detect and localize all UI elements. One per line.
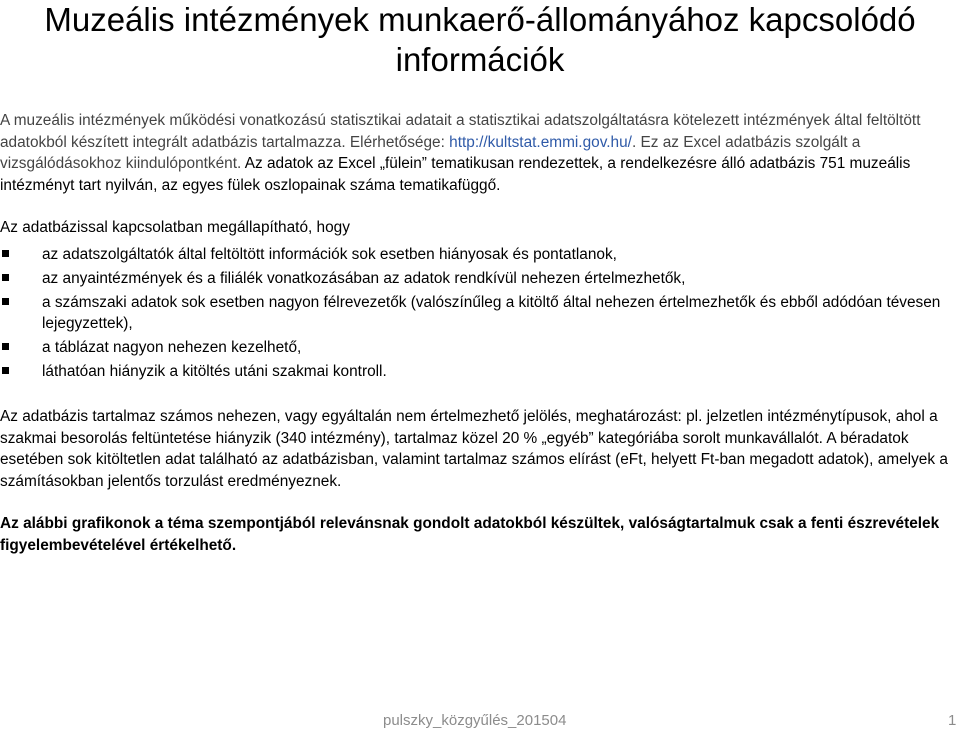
footer-label: pulszky_közgyűlés_201504 [383,712,567,729]
bullet-icon [2,367,9,374]
spacer [0,492,955,513]
list-item [0,268,955,290]
list-item-text: a számszaki adatok sok esetben nagyon félrevezetők (valószínűleg a kitöltő által nehezen értelmezhetők és ebből adódóan tévesen lejegyzettek), [42,293,941,332]
bullet-icon [2,274,9,281]
spacer [0,196,955,217]
intro-paragraph [0,110,955,196]
list-item-text: láthatóan hiányzik a kitöltés utáni szakmai kontroll. [42,363,387,380]
findings-lead: Az adatbázissal kapcsolatban megállapítható, hogy [0,219,350,236]
bullet-icon [2,343,9,350]
list-item [0,292,955,335]
list-item-text: az anyaintézmények és a filiálék vonatkozásában az adatok rendkívül nehezen értelmezhetők, [42,269,686,287]
slide-content [0,110,955,556]
page-title [0,0,960,80]
findings-list [0,244,955,383]
list-item [0,361,955,383]
page-number: 1 [948,712,957,729]
list-item [0,244,955,266]
kultstat-link[interactable]: http://kultstat.emmi.gov.hu/ [449,133,632,151]
list-item [0,337,955,359]
list-item-text: a táblázat nagyon nehezen kezelhető, [42,339,302,356]
spacer [0,385,955,406]
database-issues-paragraph: Az adatbázis tartalmaz számos nehezen, vagy egyáltalán nem értelmezhető jelölés, meghatározást: pl. jelzetlen intézménytípusok, ahol a szakmai besorolás feltüntetése hiányzik (340 intézmény), tartalmaz közel 20 % „egyéb” kategóriába sorolt munkavállalót. A béradatok esetében sok kitöltetlen adat található az adatbázisban, valamint tartalmaz számos elírást (eFt, helyett Ft-ban megadott adatok), amelyek a számításokban jelentős torzulást eredményeznek. [0,408,948,490]
bullet-icon [2,298,9,305]
bullet-icon [2,250,9,257]
intro-text-2: . Ez az Excel adatbázis szolgált a vizsgálódásokhoz kiindulópontként. [0,133,861,172]
page-title-line2: információk [395,41,565,78]
intro-text-3: Az adatok az Excel „fülein” tematikusan rendezettek, a rendelkezésre álló adatbázis 751 muzeális intézményt tart nyilván, az egyes fülek oszlopainak száma tematikafüggő. [0,155,911,194]
page-title-line1: Muzeális intézmények munkaerő-állományához kapcsolódó [44,1,916,38]
charts-note-paragraph: Az alábbi grafikonok a téma szempontjából relevánsnak gondolt adatokból készültek, valóságtartalmuk csak a fenti észrevételek figyelembevételével értékelhető. [0,515,940,554]
list-item-text: az adatszolgáltatók által feltöltött információk sok esetben hiányosak és pontatlanok, [42,245,617,263]
intro-text-1: A muzeális intézmények működési vonatkozású statisztikai adatait a statisztikai adatszolgáltatásra kötelezett intézmények által feltöltött adatokból készített integrált adatbázis tartalmazza. Elérhetősége: [0,112,921,151]
